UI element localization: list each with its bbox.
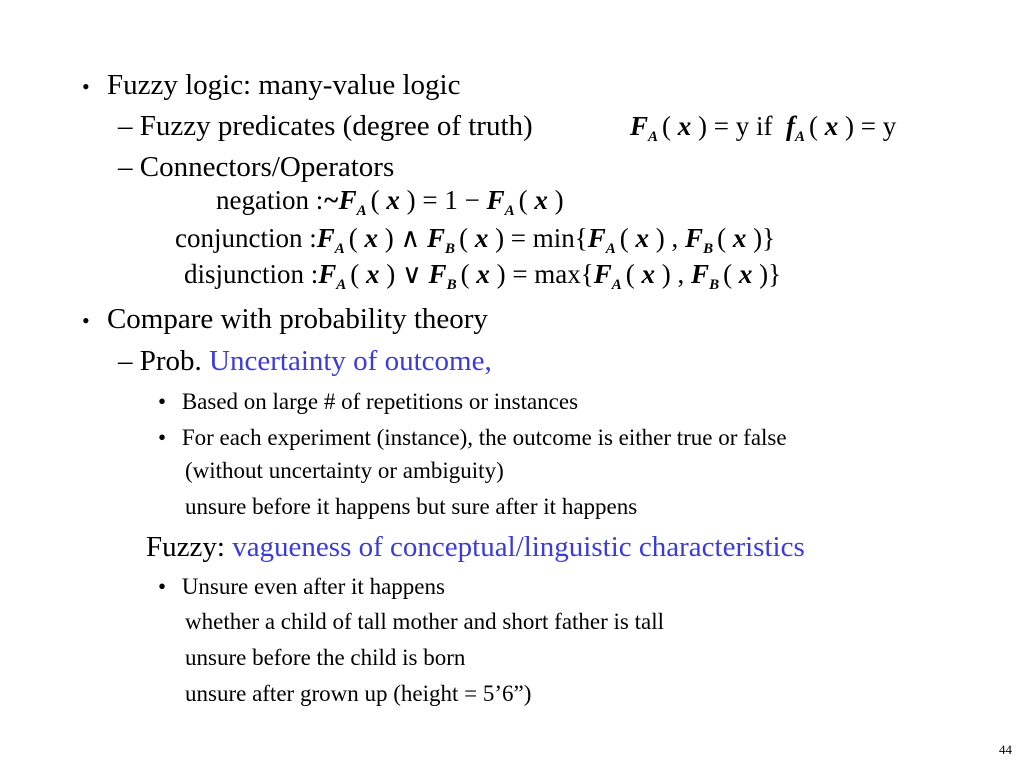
bullet-for-each xyxy=(158,424,787,452)
max-op: max xyxy=(534,259,581,289)
disjunction-formula: disjunction $:F_A$ ( x ) ∨ $F_B$ ( x ) = $\max\{F_A$ ( x ) , $F_B$ ( x )} xyxy=(184,259,782,293)
dash-marker: – xyxy=(118,110,133,142)
dash-marker: – xyxy=(118,345,133,377)
conjunction-formula: conjunction $:F_A$ ( x ) ∧ $F_B$ ( x ) = $\min\{F_A$ ( x ) , $F_B$ ( x )} xyxy=(175,223,776,257)
small-bullet-dot: • xyxy=(158,389,167,414)
fuzzy-predicates-text: Fuzzy predicates (degree of truth) xyxy=(139,110,533,142)
predicate-formula: $F_A$ ( x ) = y if $f_A$ ( x ) = y xyxy=(630,111,897,145)
small-bullet-dot: • xyxy=(158,574,167,599)
bullet-fuzzy-logic xyxy=(82,68,461,104)
prob-label: Prob. xyxy=(139,345,202,377)
negation-label: negation : xyxy=(216,185,324,215)
sub-bullet-connectors xyxy=(118,150,394,184)
fuzzy-label: Fuzzy: xyxy=(146,531,225,563)
bullet-dot: • xyxy=(82,308,90,333)
fuzzy-logic-text: Fuzzy logic: many-value logic xyxy=(106,69,461,101)
child-line-2: unsure before the child is born xyxy=(185,645,466,670)
for-each-line-3: unsure before it happens but sure after it happens xyxy=(185,494,638,519)
disjunction-label: disjunction : xyxy=(184,259,319,289)
page-number: 44 xyxy=(999,742,1012,757)
bullet-unsure-even xyxy=(158,573,445,601)
sub-bullet-fuzzy-predicates xyxy=(118,109,533,143)
connectors-text: Connectors/Operators xyxy=(139,151,395,183)
min-op: min xyxy=(532,223,575,253)
unsure-even-text: Unsure even after it happens xyxy=(181,574,445,599)
bullet-based-on xyxy=(158,388,578,416)
child-line-3: unsure after grown up (height = 5’6”) xyxy=(185,681,532,706)
bullet-compare xyxy=(82,302,488,338)
based-on-text: Based on large # of repetitions or instances xyxy=(181,389,579,414)
for-each-line-2: (without uncertainty or ambiguity) xyxy=(185,458,504,483)
fuzzy-desc: vagueness of conceptual/linguistic characteristics xyxy=(232,531,805,563)
small-bullet-dot: • xyxy=(158,425,167,450)
prob-desc: Uncertainty of outcome, xyxy=(209,345,492,377)
fuzzy-heading xyxy=(146,530,805,564)
child-line-1: whether a child of tall mother and short father is tall xyxy=(185,609,665,634)
compare-text: Compare with probability theory xyxy=(106,303,488,335)
conjunction-label: conjunction : xyxy=(175,223,317,253)
negation-formula: negation $:\sim F_A$ ( x ) = $1 - F_A$ ( x ) xyxy=(216,185,564,219)
for-each-text: For each experiment (instance), the outcome is either true or false xyxy=(181,425,787,450)
dash-marker: – xyxy=(118,151,133,183)
bullet-dot: • xyxy=(82,74,90,99)
sub-bullet-prob xyxy=(118,344,492,378)
